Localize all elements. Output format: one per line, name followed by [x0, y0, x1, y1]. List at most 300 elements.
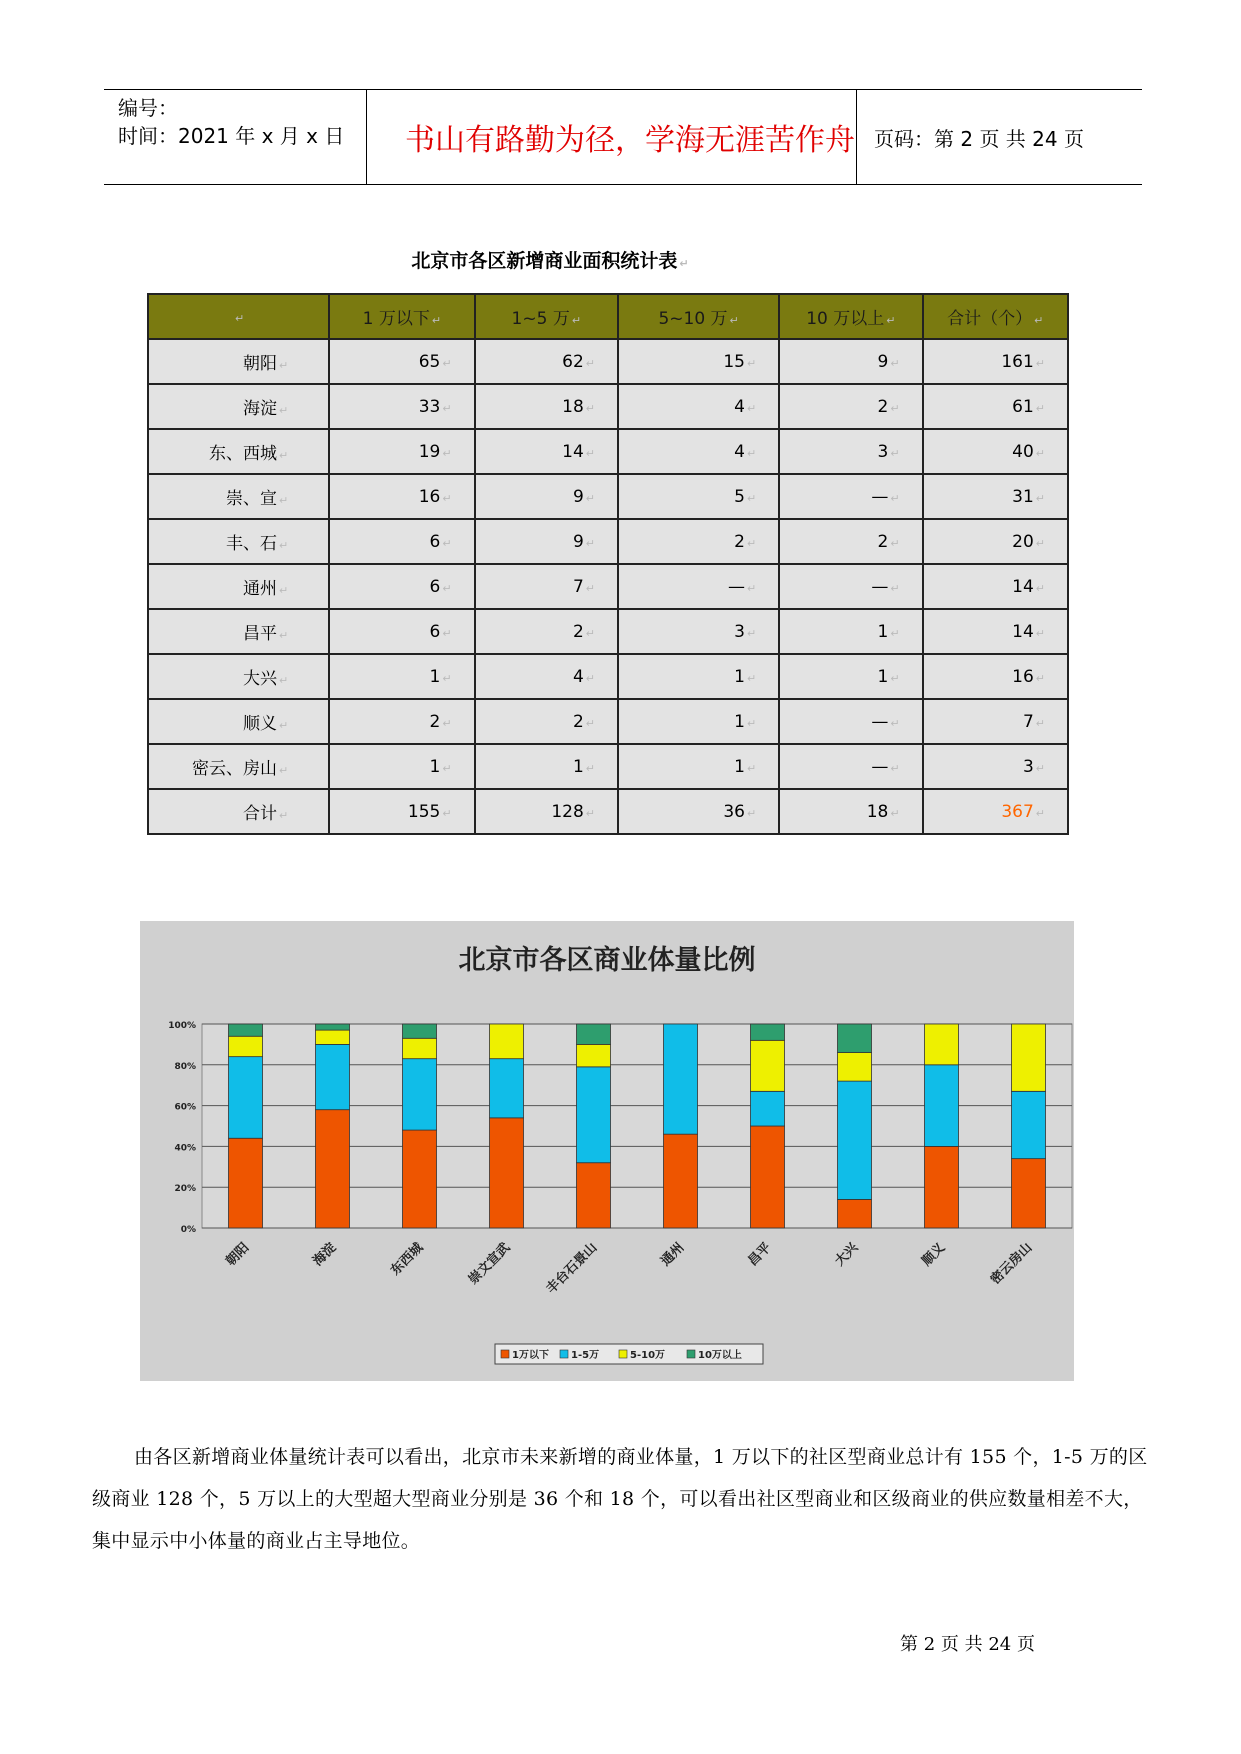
table-cell [923, 519, 1068, 564]
paragraph-mark: ↵ [890, 401, 900, 415]
paragraph-mark: ↵ [1035, 356, 1045, 370]
paragraph-mark: ↵ [746, 626, 757, 640]
paragraph-mark: ↵ [585, 356, 596, 370]
bar-segment [490, 1024, 524, 1059]
column-header [475, 294, 618, 339]
cell-text: 16 [418, 486, 441, 507]
bar-segment [316, 1024, 350, 1030]
table-cell [475, 519, 618, 564]
paragraph-mark: ↵ [278, 674, 289, 687]
row-label [148, 474, 329, 519]
cell-text: 1 [877, 621, 889, 642]
legend-label: 1-5万 [571, 1350, 600, 1361]
table-cell [618, 384, 779, 429]
table-cell [779, 789, 922, 834]
bar-segment [1012, 1159, 1046, 1228]
paragraph-mark: ↵ [746, 356, 757, 370]
row-label [148, 654, 329, 699]
table-cell [618, 699, 779, 744]
table-cell [779, 654, 922, 699]
cell-text: 7 [1022, 711, 1034, 732]
cell-text: 2 [429, 711, 441, 732]
cell-text: 36 [723, 801, 745, 822]
cell-text: 6 [429, 531, 441, 552]
bar-segment [316, 1044, 350, 1109]
cell-text: 15 [723, 351, 745, 372]
table-cell [475, 789, 618, 834]
paragraph-mark: ↵ [746, 401, 757, 415]
bar-segment [751, 1091, 785, 1126]
column-header [329, 294, 474, 339]
table-cell [923, 744, 1068, 789]
row-label [148, 564, 329, 609]
paragraph-mark: ↵ [746, 806, 757, 820]
table-cell [475, 564, 618, 609]
y-tick-label: 40% [174, 1143, 196, 1154]
paragraph-mark: ↵ [442, 806, 452, 820]
cell-text: 31 [1012, 486, 1034, 507]
cell-text: 3 [877, 441, 889, 462]
paragraph-mark: ↵ [442, 536, 452, 550]
table-cell [779, 384, 922, 429]
table-cell [618, 429, 779, 474]
table-cell [923, 429, 1068, 474]
cell-text: 65 [418, 351, 441, 372]
paragraph-mark: ↵ [278, 404, 289, 417]
table-cell [618, 609, 779, 654]
paragraph-mark: ↵ [585, 581, 596, 595]
paragraph-mark: ↵ [442, 761, 452, 775]
paragraph-mark: ↵ [890, 491, 900, 505]
cell-text: 2 [877, 396, 889, 417]
table-row [148, 699, 1068, 744]
x-tick-label: 东西城 [388, 1240, 427, 1279]
table-cell [923, 339, 1068, 384]
bar-segment [751, 1024, 785, 1040]
bar-segment [577, 1163, 611, 1228]
cell-text: 1 [734, 711, 745, 732]
table-cell [923, 699, 1068, 744]
cell-text: 6 [429, 576, 441, 597]
time-label: 时间：2021 年 x 月 x 日 [118, 124, 345, 148]
table-cell [779, 474, 922, 519]
cell-text: — [871, 711, 889, 732]
table-cell [329, 474, 474, 519]
row-label [148, 384, 329, 429]
cell-text: 合计 [242, 804, 277, 824]
column-header [779, 294, 922, 339]
paragraph-mark: ↵ [1035, 761, 1045, 775]
paragraph-mark: ↵ [278, 809, 289, 822]
header-meta [118, 94, 344, 150]
table-cell [329, 339, 474, 384]
table-cell [329, 429, 474, 474]
cell-text: 丰、石 [225, 534, 277, 554]
x-tick-label: 大兴 [832, 1240, 862, 1270]
paragraph-mark: ↵ [890, 761, 900, 775]
legend-swatch [619, 1350, 627, 1358]
table-row [148, 519, 1068, 564]
cell-text: 40 [1012, 441, 1034, 462]
bar-segment [229, 1024, 263, 1036]
bar-segment [838, 1024, 872, 1053]
x-tick-label: 丰台石景山 [543, 1240, 601, 1297]
table-cell [475, 609, 618, 654]
paragraph-mark: ↵ [1035, 536, 1045, 550]
chart-title: 北京市各区商业体量比例 [458, 945, 756, 976]
cell-text: 16 [1012, 666, 1034, 687]
paragraph-mark: ↵ [746, 671, 757, 685]
cell-text: 9 [877, 351, 889, 372]
paragraph-mark: ↵ [1035, 491, 1045, 505]
paragraph-mark: ↵ [442, 491, 452, 505]
table-cell [923, 654, 1068, 699]
paragraph-mark: ↵ [1035, 401, 1045, 415]
table-row [148, 474, 1068, 519]
paragraph-mark: ↵ [746, 716, 757, 730]
y-tick-label: 60% [174, 1102, 196, 1113]
table-cell [779, 429, 922, 474]
table-cell [618, 744, 779, 789]
x-tick-label: 密云房山 [987, 1240, 1036, 1288]
header-motto: 书山有路勤为径，学海无涯苦作舟 [405, 123, 855, 158]
paragraph-mark: ↵ [442, 581, 452, 595]
cell-text: 14 [1012, 576, 1034, 597]
cell-text: 4 [734, 396, 745, 417]
paragraph-mark: ↵ [890, 356, 900, 370]
number-label: 编号： [118, 96, 178, 120]
row-label [148, 609, 329, 654]
table-cell [329, 609, 474, 654]
column-header-text: 合计（个） [947, 309, 1033, 329]
cell-text: 128 [551, 801, 584, 822]
table-header-row [148, 294, 1068, 339]
cell-text: 3 [734, 621, 745, 642]
legend-label: 10万以上 [698, 1350, 742, 1361]
cell-text: 通州 [242, 579, 277, 599]
bar-segment [1012, 1024, 1046, 1091]
table-cell [329, 654, 474, 699]
paragraph-mark: ↵ [442, 401, 452, 415]
paragraph-mark: ↵ [571, 314, 582, 327]
paragraph-mark: ↵ [746, 491, 757, 505]
table-cell [618, 519, 779, 564]
paragraph-mark: ↵ [278, 764, 289, 777]
page-footer: 第 2 页 共 24 页 [900, 1634, 1035, 1655]
bar-segment [229, 1036, 263, 1056]
table-cell [618, 339, 779, 384]
bar-segment [490, 1059, 524, 1118]
paragraph-mark: ↵ [746, 761, 757, 775]
cell-text: 顺义 [242, 714, 277, 734]
paragraph-mark: ↵ [890, 671, 900, 685]
cell-text: 4 [572, 666, 584, 687]
bar-segment [403, 1038, 437, 1058]
table-row [148, 744, 1068, 789]
column-header-text: 10 万以上 [806, 309, 885, 329]
bar-segment [577, 1024, 611, 1044]
paragraph-mark: ↵ [1034, 314, 1044, 327]
bar-segment [403, 1130, 437, 1228]
paragraph-mark: ↵ [1035, 581, 1045, 595]
table-cell [475, 429, 618, 474]
cell-text: 9 [572, 486, 584, 507]
header-divider [366, 90, 367, 184]
bar-segment [403, 1024, 437, 1038]
paragraph-mark: ↵ [585, 401, 596, 415]
cell-text: 2 [877, 531, 889, 552]
paragraph-mark: ↵ [585, 761, 596, 775]
header-divider [856, 90, 857, 184]
y-tick-label: 0% [180, 1225, 196, 1235]
table-row [148, 609, 1068, 654]
paragraph-mark: ↵ [890, 536, 900, 550]
cell-text: 7 [572, 576, 584, 597]
bar-segment [751, 1126, 785, 1228]
table-cell [779, 744, 922, 789]
header-page-info: 页码：第 2 页 共 24 页 [874, 126, 1084, 151]
cell-text: 6 [429, 621, 441, 642]
paragraph-mark: ↵ [585, 806, 596, 820]
table-cell [329, 789, 474, 834]
table-title [300, 246, 800, 273]
paragraph-mark: ↵ [746, 536, 757, 550]
cell-text: 4 [734, 441, 745, 462]
paragraph-mark: ↵ [278, 359, 289, 372]
paragraph-mark: ↵ [1035, 626, 1045, 640]
bar-segment [838, 1199, 872, 1228]
bar-segment [925, 1024, 959, 1065]
cell-text: 2 [572, 711, 584, 732]
cell-text: 2 [572, 621, 584, 642]
legend-label: 5-10万 [630, 1350, 666, 1361]
x-tick-label: 朝阳 [223, 1240, 253, 1270]
paragraph-mark: ↵ [278, 494, 289, 507]
bar-segment [925, 1146, 959, 1228]
table-cell [618, 789, 779, 834]
x-tick-label: 顺义 [919, 1240, 949, 1270]
paragraph-mark: ↵ [278, 449, 289, 462]
cell-text: 3 [1022, 756, 1034, 777]
table-title-text: 北京市各区新增商业面积统计表 [411, 250, 678, 272]
paragraph-mark: ↵ [234, 311, 245, 325]
cell-text: 14 [562, 441, 584, 462]
table-row [148, 654, 1068, 699]
bar-segment [1012, 1091, 1046, 1158]
body-paragraph: 由各区新增商业体量统计表可以看出，北京市未来新增的商业体量，1 万以下的社区型商业总计有 155 个，1-5 万的区级商业 128 个，5 万以上的大型超大型商业分别是 36 个和 18 个，可以看出社区型商业和区级商业的供应数量相差不大，集中显示中小体量的商业占主导地位。 [92, 1446, 1148, 1552]
x-tick-label: 昌平 [745, 1240, 775, 1270]
cell-text: 9 [572, 531, 584, 552]
cell-text: 海淀 [242, 399, 277, 419]
row-label [148, 339, 329, 384]
paragraph-mark: ↵ [585, 626, 596, 640]
cell-text: — [871, 576, 889, 597]
bar-segment [925, 1065, 959, 1147]
table-cell [923, 609, 1068, 654]
paragraph-mark: ↵ [585, 446, 596, 460]
paragraph-mark: ↵ [1035, 446, 1045, 460]
table-cell [618, 564, 779, 609]
table-cell [923, 384, 1068, 429]
table-cell [329, 519, 474, 564]
x-tick-label: 海淀 [310, 1240, 340, 1270]
table-cell [779, 339, 922, 384]
cell-text: 1 [572, 756, 584, 777]
y-tick-label: 20% [174, 1184, 196, 1195]
column-header [618, 294, 779, 339]
paragraph-mark: ↵ [746, 446, 757, 460]
bar-segment [316, 1110, 350, 1228]
table-cell [475, 474, 618, 519]
paragraph-mark: ↵ [890, 446, 900, 460]
paragraph-mark: ↵ [729, 314, 739, 327]
cell-text: — [727, 576, 745, 597]
bar-segment [664, 1134, 698, 1228]
table-cell [779, 519, 922, 564]
table-cell [475, 744, 618, 789]
paragraph-mark: ↵ [679, 257, 689, 270]
table-row [148, 339, 1068, 384]
paragraph-mark: ↵ [890, 581, 900, 595]
bar-segment [664, 1024, 698, 1134]
cell-text: 朝阳 [242, 354, 277, 374]
cell-text: 18 [866, 801, 889, 822]
cell-text: 5 [734, 486, 745, 507]
row-label [148, 519, 329, 564]
cell-text: 367 [1001, 801, 1034, 822]
table-cell [779, 564, 922, 609]
cell-text: 61 [1012, 396, 1034, 417]
cell-text: 东、西城 [208, 444, 277, 464]
paragraph-mark: ↵ [278, 584, 289, 597]
table-cell [779, 699, 922, 744]
paragraph-mark: ↵ [890, 806, 900, 820]
paragraph-mark: ↵ [886, 314, 896, 327]
bar-segment [577, 1044, 611, 1066]
cell-text: — [871, 756, 889, 777]
cell-text: 18 [562, 396, 584, 417]
table-cell [329, 384, 474, 429]
legend-swatch [687, 1350, 695, 1358]
paragraph-mark: ↵ [442, 716, 452, 730]
table-row [148, 384, 1068, 429]
bar-segment [229, 1057, 263, 1139]
cell-text: 崇、宣 [225, 489, 277, 509]
paragraph-mark: ↵ [278, 539, 289, 552]
table-cell [923, 564, 1068, 609]
table-cell [475, 384, 618, 429]
paragraph-mark: ↵ [890, 626, 900, 640]
cell-text: 1 [877, 666, 889, 687]
row-label [148, 699, 329, 744]
table-cell [329, 699, 474, 744]
table-cell [329, 564, 474, 609]
paragraph-mark: ↵ [585, 491, 596, 505]
cell-text: 62 [562, 351, 584, 372]
bar-segment [316, 1030, 350, 1044]
cell-text: 大兴 [242, 669, 277, 689]
paragraph-mark: ↵ [278, 629, 289, 642]
column-header [923, 294, 1068, 339]
cell-text: 2 [734, 531, 745, 552]
column-header-text: 1~5 万 [511, 309, 570, 329]
cell-text: — [871, 486, 889, 507]
cell-text: 1 [429, 666, 441, 687]
y-tick-label: 100% [168, 1021, 196, 1031]
table-cell [475, 699, 618, 744]
bar-segment [751, 1040, 785, 1091]
column-header-text: 1 万以下 [362, 309, 430, 329]
paragraph-mark: ↵ [442, 626, 452, 640]
table-row [148, 564, 1068, 609]
cell-text: 20 [1012, 531, 1034, 552]
paragraph-mark: ↵ [442, 356, 452, 370]
legend-label: 1万以下 [512, 1350, 549, 1361]
paragraph-mark: ↵ [746, 581, 757, 595]
row-label [148, 744, 329, 789]
stacked-bar-chart [140, 921, 1074, 1381]
document-header [104, 89, 1142, 185]
paragraph-mark: ↵ [1035, 716, 1045, 730]
chart-container [140, 921, 1074, 1381]
statistics-table [147, 293, 1069, 835]
paragraph-mark: ↵ [278, 719, 289, 732]
table-cell [923, 789, 1068, 834]
bar-segment [838, 1053, 872, 1082]
row-label [148, 789, 329, 834]
table-cell [329, 744, 474, 789]
paragraph-mark: ↵ [1035, 671, 1045, 685]
x-tick-label: 通州 [658, 1240, 688, 1270]
paragraph-mark: ↵ [431, 314, 442, 327]
bar-segment [838, 1081, 872, 1199]
column-header-text: 5~10 万 [658, 309, 728, 329]
cell-text: 155 [407, 801, 441, 822]
paragraph-mark: ↵ [585, 671, 596, 685]
y-tick-label: 80% [174, 1061, 196, 1072]
cell-text: 1 [734, 666, 745, 687]
paragraph-mark: ↵ [442, 671, 452, 685]
bar-segment [577, 1067, 611, 1163]
paragraph-mark: ↵ [442, 446, 452, 460]
cell-text: 14 [1012, 621, 1034, 642]
table-row [148, 789, 1068, 834]
legend-swatch [560, 1350, 568, 1358]
bar-segment [403, 1059, 437, 1130]
bar-segment [229, 1138, 263, 1228]
table-cell [618, 654, 779, 699]
table-cell [475, 654, 618, 699]
cell-text: 昌平 [242, 624, 277, 644]
table-cell [618, 474, 779, 519]
table-row [148, 429, 1068, 474]
cell-text: 1 [734, 756, 745, 777]
cell-text: 33 [418, 396, 441, 417]
row-label [148, 429, 329, 474]
cell-text: 19 [418, 441, 441, 462]
paragraph-mark: ↵ [585, 536, 596, 550]
legend-swatch [501, 1350, 509, 1358]
table-cell [923, 474, 1068, 519]
paragraph-mark: ↵ [585, 716, 596, 730]
cell-text: 161 [1001, 351, 1034, 372]
column-header [148, 294, 329, 339]
table-cell [779, 609, 922, 654]
x-tick-label: 崇文宣武 [465, 1240, 514, 1288]
paragraph-mark: ↵ [890, 716, 900, 730]
bar-segment [490, 1118, 524, 1228]
cell-text: 1 [429, 756, 441, 777]
